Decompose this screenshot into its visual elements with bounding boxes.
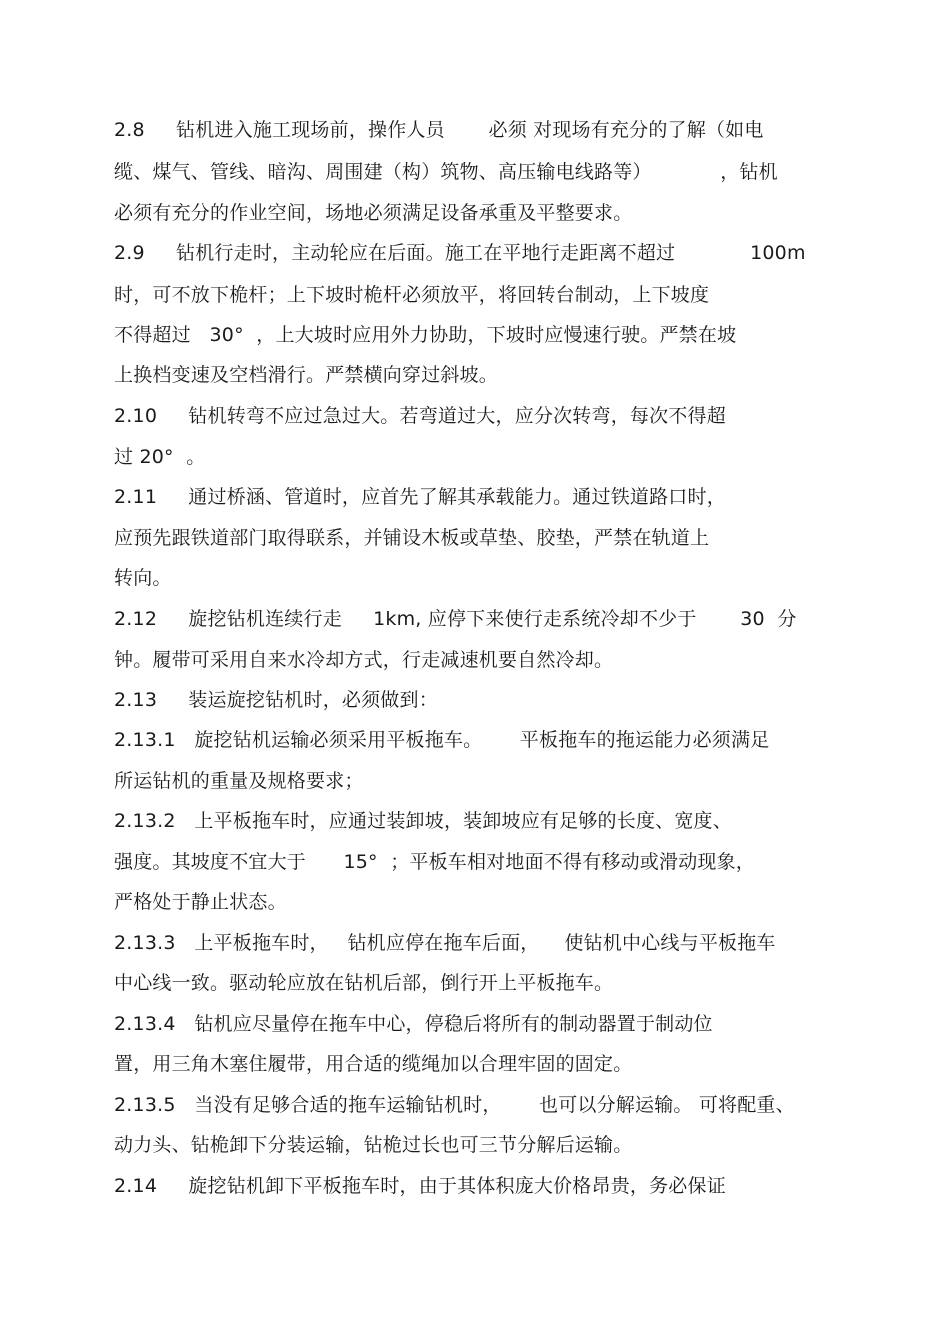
text-line: 强度。其坡度不宜大于 15° ；平板车相对地面不得有移动或滑动现象，: [114, 851, 755, 873]
text-line: 不得超过 30° ，上大坡时应用外力协助，下坡时应慢速行驶。严禁在坡: [114, 324, 737, 346]
text-line: 转向。: [114, 567, 172, 589]
text-line: 2.9 钻机行走时，主动轮应在后面。施工在平地行走距离不超过 100m: [114, 242, 806, 264]
text-line: 严格处于静止状态。: [114, 891, 287, 913]
text-line: 2.11 通过桥涵、管道时，应首先了解其承载能力。通过铁道路口时，: [114, 486, 726, 508]
text-line: 2.13 装运旋挖钻机时，必须做到：: [114, 689, 438, 711]
text-line: 动力头、钻桅卸下分装运输，钻桅过长也可三节分解后运输。: [114, 1134, 633, 1156]
text-line: 缆、煤气、管线、暗沟、周围建（构）筑物、高压输电线路等） ，钻机: [114, 161, 778, 183]
text-line: 所运钻机的重量及规格要求；: [114, 770, 364, 792]
text-line: 钟。履带可采用自来水冷却方式，行走减速机要自然冷却。: [114, 649, 614, 671]
text-line: 上换档变速及空档滑行。严禁横向穿过斜坡。: [114, 364, 499, 386]
text-line: 必须有充分的作业空间，场地必须满足设备承重及平整要求。: [114, 202, 633, 224]
text-line: 2.13.1 旋挖钻机运输必须采用平板拖车。 平板拖车的拖运能力必须满足: [114, 729, 770, 751]
text-line: 2.13.4 钻机应尽量停在拖车中心，停稳后将所有的制动器置于制动位: [114, 1013, 713, 1035]
text-line: 过 20° 。: [114, 446, 206, 468]
text-line: 中心线一致。驱动轮应放在钻机后部，倒行开上平板拖车。: [114, 972, 614, 994]
text-line: 2.8 钻机进入施工现场前，操作人员 必须 对现场有充分的了解（如电: [114, 119, 764, 141]
text-line: 2.13.2 上平板拖车时，应通过装卸坡，装卸坡应有足够的长度、宽度、: [114, 810, 732, 832]
text-line: 时，可不放下桅杆；上下坡时桅杆必须放平，将回转台制动，上下坡度: [114, 284, 710, 306]
text-line: 2.12 旋挖钻机连续行走 1km, 应停下来使行走系统冷却不少于 30 分: [114, 608, 797, 630]
text-line: 2.10 钻机转弯不应过急过大。若弯道过大，应分次转弯，每次不得超: [114, 405, 726, 427]
text-line: 置，用三角木塞住履带，用合适的缆绳加以合理牢固的固定。: [114, 1053, 633, 1075]
text-line: 应预先跟铁道部门取得联系，并铺设木板或草垫、胶垫，严禁在轨道上: [114, 527, 710, 549]
text-line: 2.13.5 当没有足够合适的拖车运输钻机时， 也可以分解运输。 可将配重、: [114, 1094, 795, 1116]
text-line: 2.13.3 上平板拖车时， 钻机应停在拖车后面， 使钻机中心线与平板拖车: [114, 932, 776, 954]
text-line: 2.14 旋挖钻机卸下平板拖车时，由于其体积庞大价格昂贵，务必保证: [114, 1175, 726, 1197]
